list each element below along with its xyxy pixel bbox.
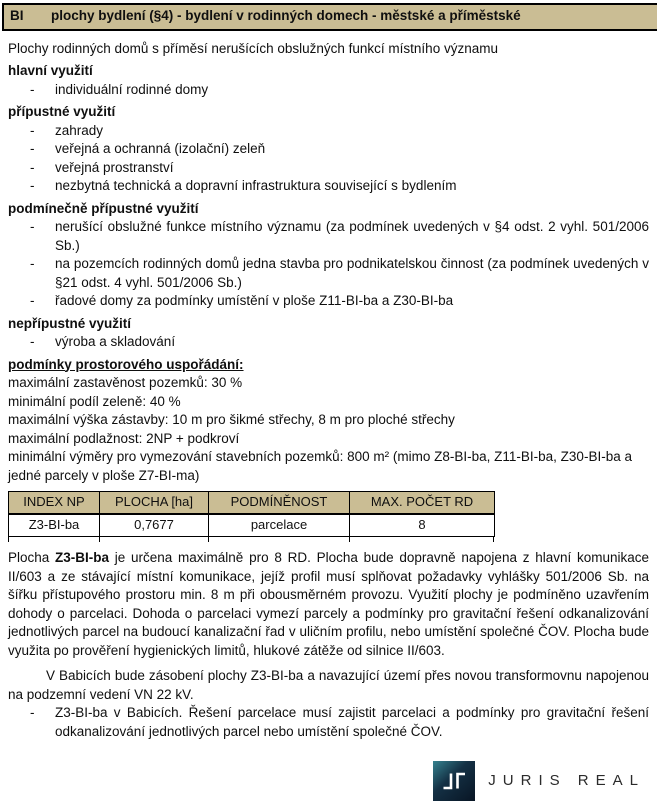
list-item-text: nezbytná technická a dopravní infrastruktura související s bydlením bbox=[55, 178, 457, 193]
list-item bbox=[8, 255, 649, 292]
list-item bbox=[8, 122, 649, 141]
bullet-dash: - bbox=[30, 705, 35, 720]
list-item bbox=[8, 140, 649, 159]
cell-index-np: Z3-BI-ba bbox=[9, 514, 100, 537]
list-item-text: individuální rodinné domy bbox=[55, 81, 209, 97]
zone-header-bar bbox=[2, 3, 657, 31]
list-item-text: veřejná a ochranná (izolační) zeleň bbox=[55, 141, 266, 156]
table-stub bbox=[8, 537, 99, 542]
list-item-text: zahrady bbox=[55, 122, 104, 138]
table-continuation-stubs bbox=[8, 537, 494, 542]
section-pripustne-vyuziti bbox=[8, 103, 649, 196]
paragraph-text: Plocha bbox=[8, 550, 56, 565]
bullet-dash: - bbox=[30, 293, 35, 308]
zone-title: plochy bydlení (§4) - bydlení v rodinných domech - městské a příměstské bbox=[51, 8, 521, 23]
section-title: nepřípustné využití bbox=[8, 315, 132, 331]
bullet-dash: - bbox=[30, 219, 35, 234]
table-header-index-np: INDEX NP bbox=[9, 492, 100, 515]
paragraph-text: je určena maximálně pro 8 RD. Plocha bude dopravně napojena z hlavní komunikace II/603 a ze stávající místní komunikace, jejíž profil musí splňovat požadavky vyhlášky 501/2006 Sb. na šířku přístupového prostoru min. 8 m při obousměrném provozu. Využití plochy je podmíněno uzavřením dohody o parcelaci. Dohoda o parcelaci vymezí parcely a podmínky pro gravitační řešení odkanalizování jednotlivých parcel na budoucí kanalizační řad v uličním profilu, nebo umístění společné ČOV. Plocha bude využita po prověření hygienických limitů, hlukové zátěže od silnice II/603. bbox=[8, 550, 649, 658]
condition-line: maximální výška zástavby: 10 m pro šikmé střechy, 8 m pro ploché střechy bbox=[8, 412, 455, 427]
section-hlavni-vyuziti bbox=[8, 62, 649, 99]
section-podminky-usporadani bbox=[8, 356, 649, 486]
section-podminecne-pripustne-vyuziti bbox=[8, 200, 649, 311]
cell-max-pocet-rd: 8 bbox=[350, 514, 495, 537]
bullet-dash: - bbox=[30, 178, 35, 193]
list-item bbox=[8, 81, 649, 100]
condition-line: maximální zastavěnost pozemků: 30 % bbox=[8, 375, 243, 390]
section-title: hlavní využití bbox=[8, 63, 93, 78]
condition-line: minimální podíl zeleně: 40 % bbox=[8, 393, 181, 409]
table-row bbox=[9, 514, 495, 537]
list-item-text: výroba a skladování bbox=[55, 334, 176, 349]
juris-real-brand-text: JURIS REAL bbox=[488, 771, 645, 789]
table-header-max-pocet-rd: MAX. POČET RD bbox=[350, 492, 495, 515]
plocha-code-bold: Z3-BI-ba bbox=[55, 550, 110, 565]
list-item-text: na pozemcích rodinných domů jedna stavba pro podnikatelskou činnost (za podmínek uvedených v §21 odst. 4 vyhl. 501/2006 Sb.) bbox=[55, 256, 649, 290]
list-item bbox=[8, 159, 649, 178]
section-title: přípustné využití bbox=[8, 104, 116, 119]
list-item bbox=[8, 218, 649, 255]
section-title: podmínečně přípustné využití bbox=[8, 200, 199, 216]
list-item bbox=[8, 292, 649, 311]
section-nepripustne-vyuziti bbox=[8, 315, 649, 352]
zone-code: BI bbox=[10, 8, 24, 23]
list-item-text: Z3-BI-ba v Babicích. Řešení parcelace musí zajistit parcelaci a podmínky pro gravitační řešení odkanalizování jednotlivých parcel nebo umístění společné ČOV. bbox=[55, 705, 649, 739]
table-header-row bbox=[9, 492, 495, 515]
plocha-z3-paragraph bbox=[8, 549, 649, 660]
babice-paragraph: V Babicích bude zásobení plochy Z3-BI-ba a navazující území přes novou transformovnu napojenou na podzemní vedení VN 22 kV. bbox=[8, 668, 649, 702]
list-item-text: veřejná prostranství bbox=[55, 159, 174, 175]
cell-plocha: 0,7677 bbox=[100, 514, 209, 537]
list-item bbox=[8, 704, 649, 741]
conditions-title: podmínky prostorového uspořádání: bbox=[8, 356, 244, 372]
juris-real-logo bbox=[8, 761, 649, 801]
list-item bbox=[8, 177, 649, 196]
bullet-dash: - bbox=[30, 334, 35, 349]
table-header-podminenost: PODMÍNĚNOST bbox=[209, 492, 350, 515]
bullet-dash: - bbox=[30, 122, 35, 138]
bullet-dash: - bbox=[30, 81, 35, 97]
condition-line: maximální podlažnost: 2NP + podkroví bbox=[8, 430, 240, 446]
table-header-plocha: PLOCHA [ha] bbox=[100, 492, 209, 515]
list-item-text: řadové domy za podmínky umístění v ploše Z11-BI-ba a Z30-BI-ba bbox=[55, 293, 454, 308]
cell-podminenost: parcelace bbox=[209, 514, 350, 537]
list-item-text: nerušící obslužné funkce místního významu (za podmínek uvedených v §4 odst. 2 vyhl. 501/2006 Sb.) bbox=[55, 219, 649, 253]
table-stub bbox=[208, 537, 349, 542]
table-stub bbox=[349, 537, 494, 542]
condition-line: minimální výměry pro vymezování stavebních pozemků: 800 m² (mimo Z8-BI-ba, Z11-BI-ba, Z30-BI-ba a jedné parcely v ploše Z7-BI-ma) bbox=[8, 449, 632, 483]
bullet-dash: - bbox=[30, 256, 35, 271]
intro-text: Plochy rodinných domů s příměsí nerušících obslužných funkcí místního významu bbox=[8, 40, 498, 56]
plocha-table bbox=[8, 491, 495, 537]
bullet-dash: - bbox=[30, 159, 35, 175]
table-stub bbox=[99, 537, 208, 542]
juris-real-monogram-icon bbox=[433, 761, 475, 801]
list-item bbox=[8, 333, 649, 352]
bullet-dash: - bbox=[30, 141, 35, 156]
